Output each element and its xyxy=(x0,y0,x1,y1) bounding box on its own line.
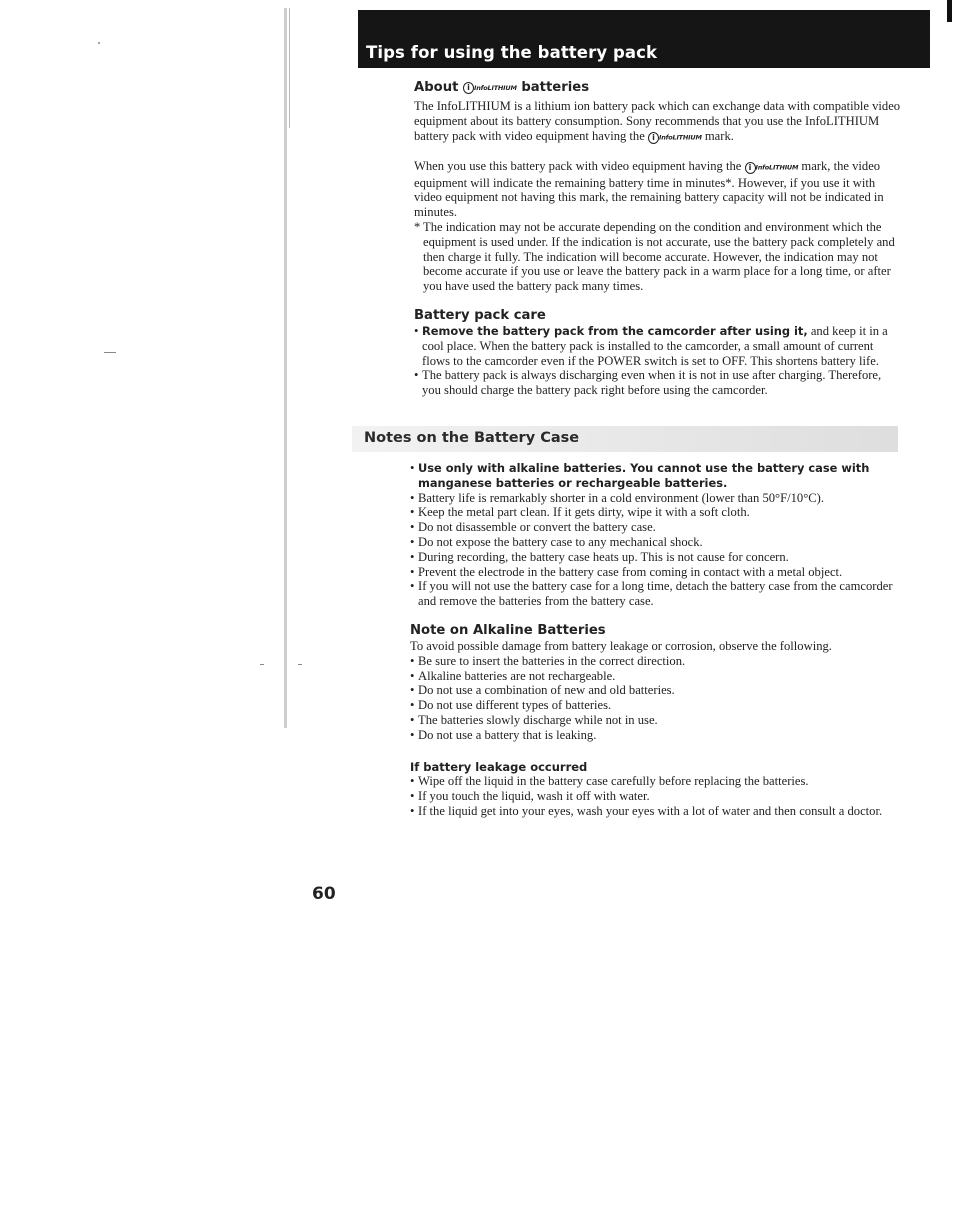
logo-word: InfoLITHIUM xyxy=(755,163,799,172)
care-item1-text: and keep it in a cool place. When the battery pack is installed to the camcorder, a small amount of current flows to the camcorder even if the POWER switch is set to OFF. This shortens battery life. xyxy=(422,324,888,368)
list-item: • Do not disassemble or convert the battery case. xyxy=(410,520,898,535)
logo-word: InfoLITHIUM xyxy=(474,84,517,92)
care-item1-bold: Remove the battery pack from the camcorder after using it, xyxy=(422,324,808,338)
about-section xyxy=(414,80,902,294)
list-item: • Alkaline batteries are not rechargeable. xyxy=(410,669,898,684)
logo-mark: i xyxy=(463,82,474,94)
about-para2-text: When you use this battery pack with video equipment having the xyxy=(414,159,742,174)
logo-mark: i xyxy=(745,162,756,174)
case-notes-list xyxy=(410,461,898,609)
leakage-heading: If battery leakage occurred xyxy=(410,760,588,774)
list-item: • Wipe off the liquid in the battery case carefully before replacing the batteries. xyxy=(410,774,898,789)
list-item: • Prevent the electrode in the battery case from coming in contact with a metal object. xyxy=(410,565,898,580)
list-item: • The batteries slowly discharge while not in use. xyxy=(410,713,898,728)
about-heading xyxy=(414,80,902,97)
footnote-marker: * xyxy=(414,219,421,234)
about-para1-end: mark. xyxy=(704,128,734,143)
case-notes-section xyxy=(410,461,898,609)
list-item: • Keep the metal part clean. If it gets dirty, wipe it with a soft cloth. xyxy=(410,505,898,520)
list-item: • If you will not use the battery case for a long time, detach the battery case from the camcorder and remove the batteries from the battery case. xyxy=(410,579,898,609)
care-heading: Battery pack care xyxy=(414,308,546,323)
infolithium-logo-icon xyxy=(463,80,517,97)
infolithium-logo-icon xyxy=(648,130,702,146)
list-item: • Battery life is remarkably shorter in a cold environment (lower than 50°F/10°C). xyxy=(410,491,898,506)
list-item: • During recording, the battery case heats up. This is not cause for concern. xyxy=(410,550,898,565)
alkaline-section xyxy=(410,623,898,743)
infolithium-logo-icon xyxy=(745,160,799,176)
leakage-section xyxy=(410,760,898,818)
footnote xyxy=(414,220,902,294)
page-number: 60 xyxy=(312,884,336,904)
corner-tab-mark xyxy=(947,0,952,22)
list-item: • The battery pack is always discharging even when it is not in use after charging. Therefore, you should charge the battery pack right before using the camcorder. xyxy=(414,368,902,398)
leakage-list xyxy=(410,774,898,818)
about-paragraph-2 xyxy=(414,159,902,220)
list-item: • If you touch the liquid, wash it off with water. xyxy=(410,789,898,804)
about-heading-pre: About xyxy=(414,80,459,95)
list-item: • Do not use a combination of new and old batteries. xyxy=(410,683,898,698)
logo-word: InfoLITHIUM xyxy=(658,133,702,142)
scan-speck xyxy=(104,352,116,353)
about-para1-text: The InfoLITHIUM is a lithium ion battery pack which can exchange data with compatible video equipment about its battery consumption. Sony recommends that you use the InfoLITHIUM battery pack with video equipment having the xyxy=(414,99,901,143)
about-para2-end: mark, the video equipment will indicate the remaining battery time in minutes*. However, if you use it with video equipment not having this mark, the remaining battery capacity will not be indicated in minutes. xyxy=(414,159,884,220)
notes-banner xyxy=(352,426,898,452)
alkaline-list xyxy=(410,654,898,743)
footnote-text: The indication may not be accurate depending on the condition and environment which the equipment is used under. If the indication is not accurate, use the battery pack completely and then charge it fully. The indication will become accurate. However, the indication may not become accurate if you use or leave the battery pack in a warm place for a long time, or after you have used the battery pack many times. xyxy=(423,219,895,294)
about-paragraph-1 xyxy=(414,99,902,145)
list-item xyxy=(414,324,902,368)
list-item: • Be sure to insert the batteries in the correct direction. xyxy=(410,654,898,669)
about-heading-post: batteries xyxy=(521,80,590,95)
list-item: • Do not use a battery that is leaking. xyxy=(410,728,898,743)
alkaline-heading: Note on Alkaline Batteries xyxy=(410,623,606,638)
alkaline-intro: To avoid possible damage from battery leakage or corrosion, observe the following. xyxy=(410,639,832,653)
list-item: • If the liquid get into your eyes, wash your eyes with a lot of water and then consult a doctor. xyxy=(410,804,898,819)
scan-speck xyxy=(98,42,100,44)
section-header-bar xyxy=(358,10,930,68)
case-item1-bold: Use only with alkaline batteries. You cannot use the battery case with manganese batteries or rechargeable batteries. xyxy=(418,461,870,490)
care-list xyxy=(414,324,902,398)
care-section xyxy=(414,308,902,398)
binder-edge xyxy=(284,8,287,728)
binder-edge-inner xyxy=(289,8,290,128)
list-item: • Do not expose the battery case to any mechanical shock. xyxy=(410,535,898,550)
logo-mark: i xyxy=(648,132,659,144)
scan-speck xyxy=(260,664,264,665)
notes-banner-title: Notes on the Battery Case xyxy=(364,430,580,446)
scan-speck xyxy=(298,664,302,665)
list-item xyxy=(410,461,898,491)
list-item: • Do not use different types of batteries. xyxy=(410,698,898,713)
section-title: Tips for using the battery pack xyxy=(366,43,658,62)
